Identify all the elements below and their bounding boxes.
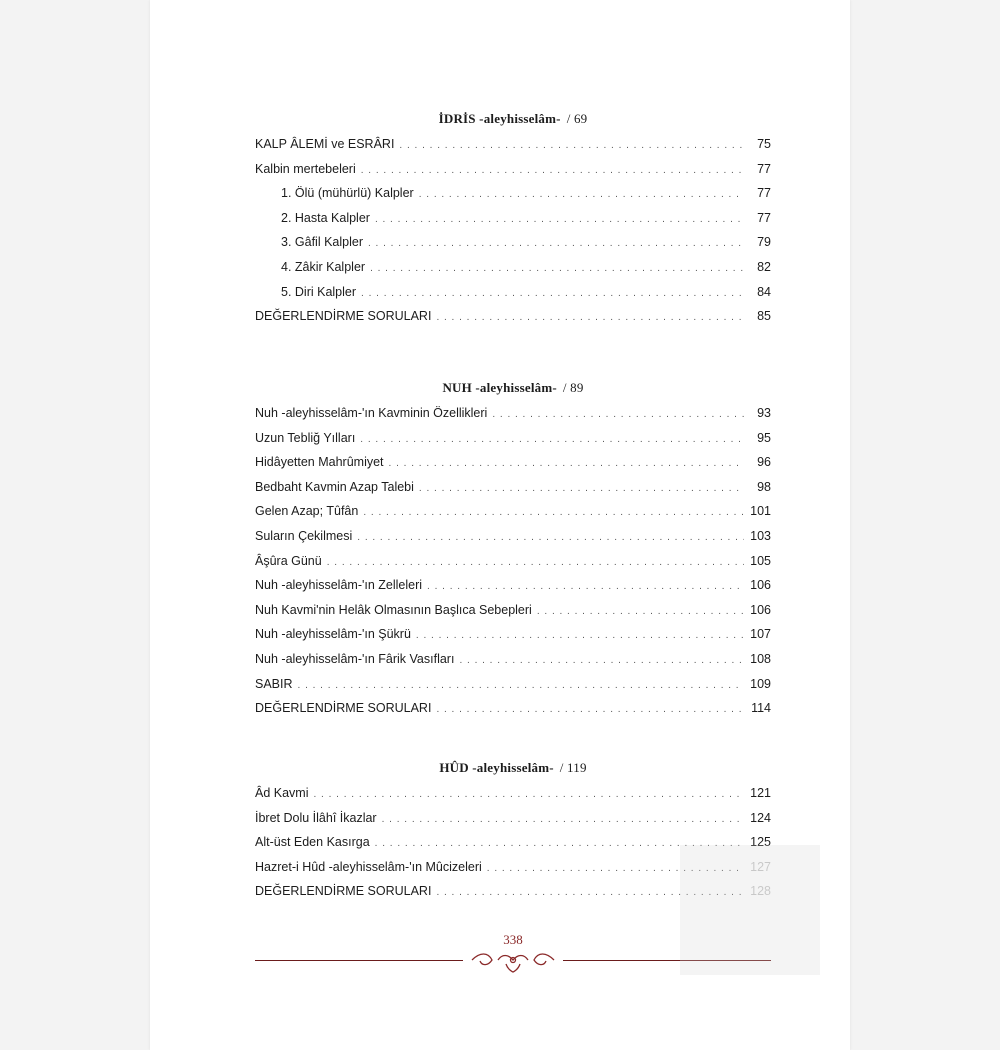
toc-entry: Hidâyetten Mahrûmiyet . . . 96	[255, 450, 771, 475]
toc-entry: İbret Dolu İlâhî İkazlar . . . 124	[255, 806, 771, 831]
toc-entry: 3. Gâfil Kalpler . . . 79	[255, 230, 771, 255]
toc-section-idris	[255, 108, 771, 329]
toc-entry: 2. Hasta Kalpler . . . 77	[255, 206, 771, 231]
toc-entry: Âşûra Günü . . . 105	[255, 549, 771, 574]
toc-entry: SABIR . . . 109	[255, 672, 771, 697]
toc-entry: Hazret-i Hûd -aleyhisselâm-'ın Mûcizeleri . . . 127	[255, 855, 771, 880]
page-number: 338	[503, 932, 523, 947]
section-title: İDRİS -aleyhisselâm- / 69	[438, 111, 588, 126]
toc-section-nuh	[255, 377, 771, 721]
toc-entry: Uzun Tebliğ Yılları . . . 95	[255, 426, 771, 451]
ornament-flourish-icon	[468, 946, 558, 976]
section-title: HÛD -aleyhisselâm- / 119	[439, 760, 587, 775]
toc-entry: Suların Çekilmesi . . . 103	[255, 524, 771, 549]
toc-entry: Nuh -aleyhisselâm-'ın Zelleleri . . . 106	[255, 573, 771, 598]
toc-entry: Nuh -aleyhisselâm-'ın Şükrü . . . 107	[255, 622, 771, 647]
toc-entry: Bedbaht Kavmin Azap Talebi . . . 98	[255, 475, 771, 500]
toc-entry: 4. Zâkir Kalpler . . . 82	[255, 255, 771, 280]
footer-rule-left	[255, 960, 463, 961]
toc-entry: Âd Kavmi . . . 121	[255, 781, 771, 806]
section-title: NUH -aleyhisselâm- / 89	[442, 380, 584, 395]
toc-entry: Nuh Kavmi'nin Helâk Olmasının Başlıca Sebepleri . . . 106	[255, 598, 771, 623]
toc-entry: Alt-üst Eden Kasırga . . . 125	[255, 830, 771, 855]
toc-entry: Nuh -aleyhisselâm-'ın Kavminin Özellikleri . . . 93	[255, 401, 771, 426]
toc-entry: DEĞERLENDİRME SORULARI . . . 114	[255, 696, 771, 721]
toc-entry: 1. Ölü (mühürlü) Kalpler . . . 77	[255, 181, 771, 206]
watermark-logo	[680, 845, 820, 975]
toc-entry: Gelen Azap; Tûfân . . . 101	[255, 499, 771, 524]
toc-entry: DEĞERLENDİRME SORULARI . . . 85	[255, 304, 771, 329]
toc-entry: 5. Diri Kalpler . . . 84	[255, 280, 771, 305]
toc-entry: DEĞERLENDİRME SORULARI . . . 128	[255, 879, 771, 904]
toc-entry: Kalbin mertebeleri . . . 77	[255, 157, 771, 182]
toc-entry: Nuh -aleyhisselâm-'ın Fârik Vasıfları . . . 108	[255, 647, 771, 672]
toc-entry: KALP ÂLEMİ ve ESRÂRI . . . 75	[255, 132, 771, 157]
